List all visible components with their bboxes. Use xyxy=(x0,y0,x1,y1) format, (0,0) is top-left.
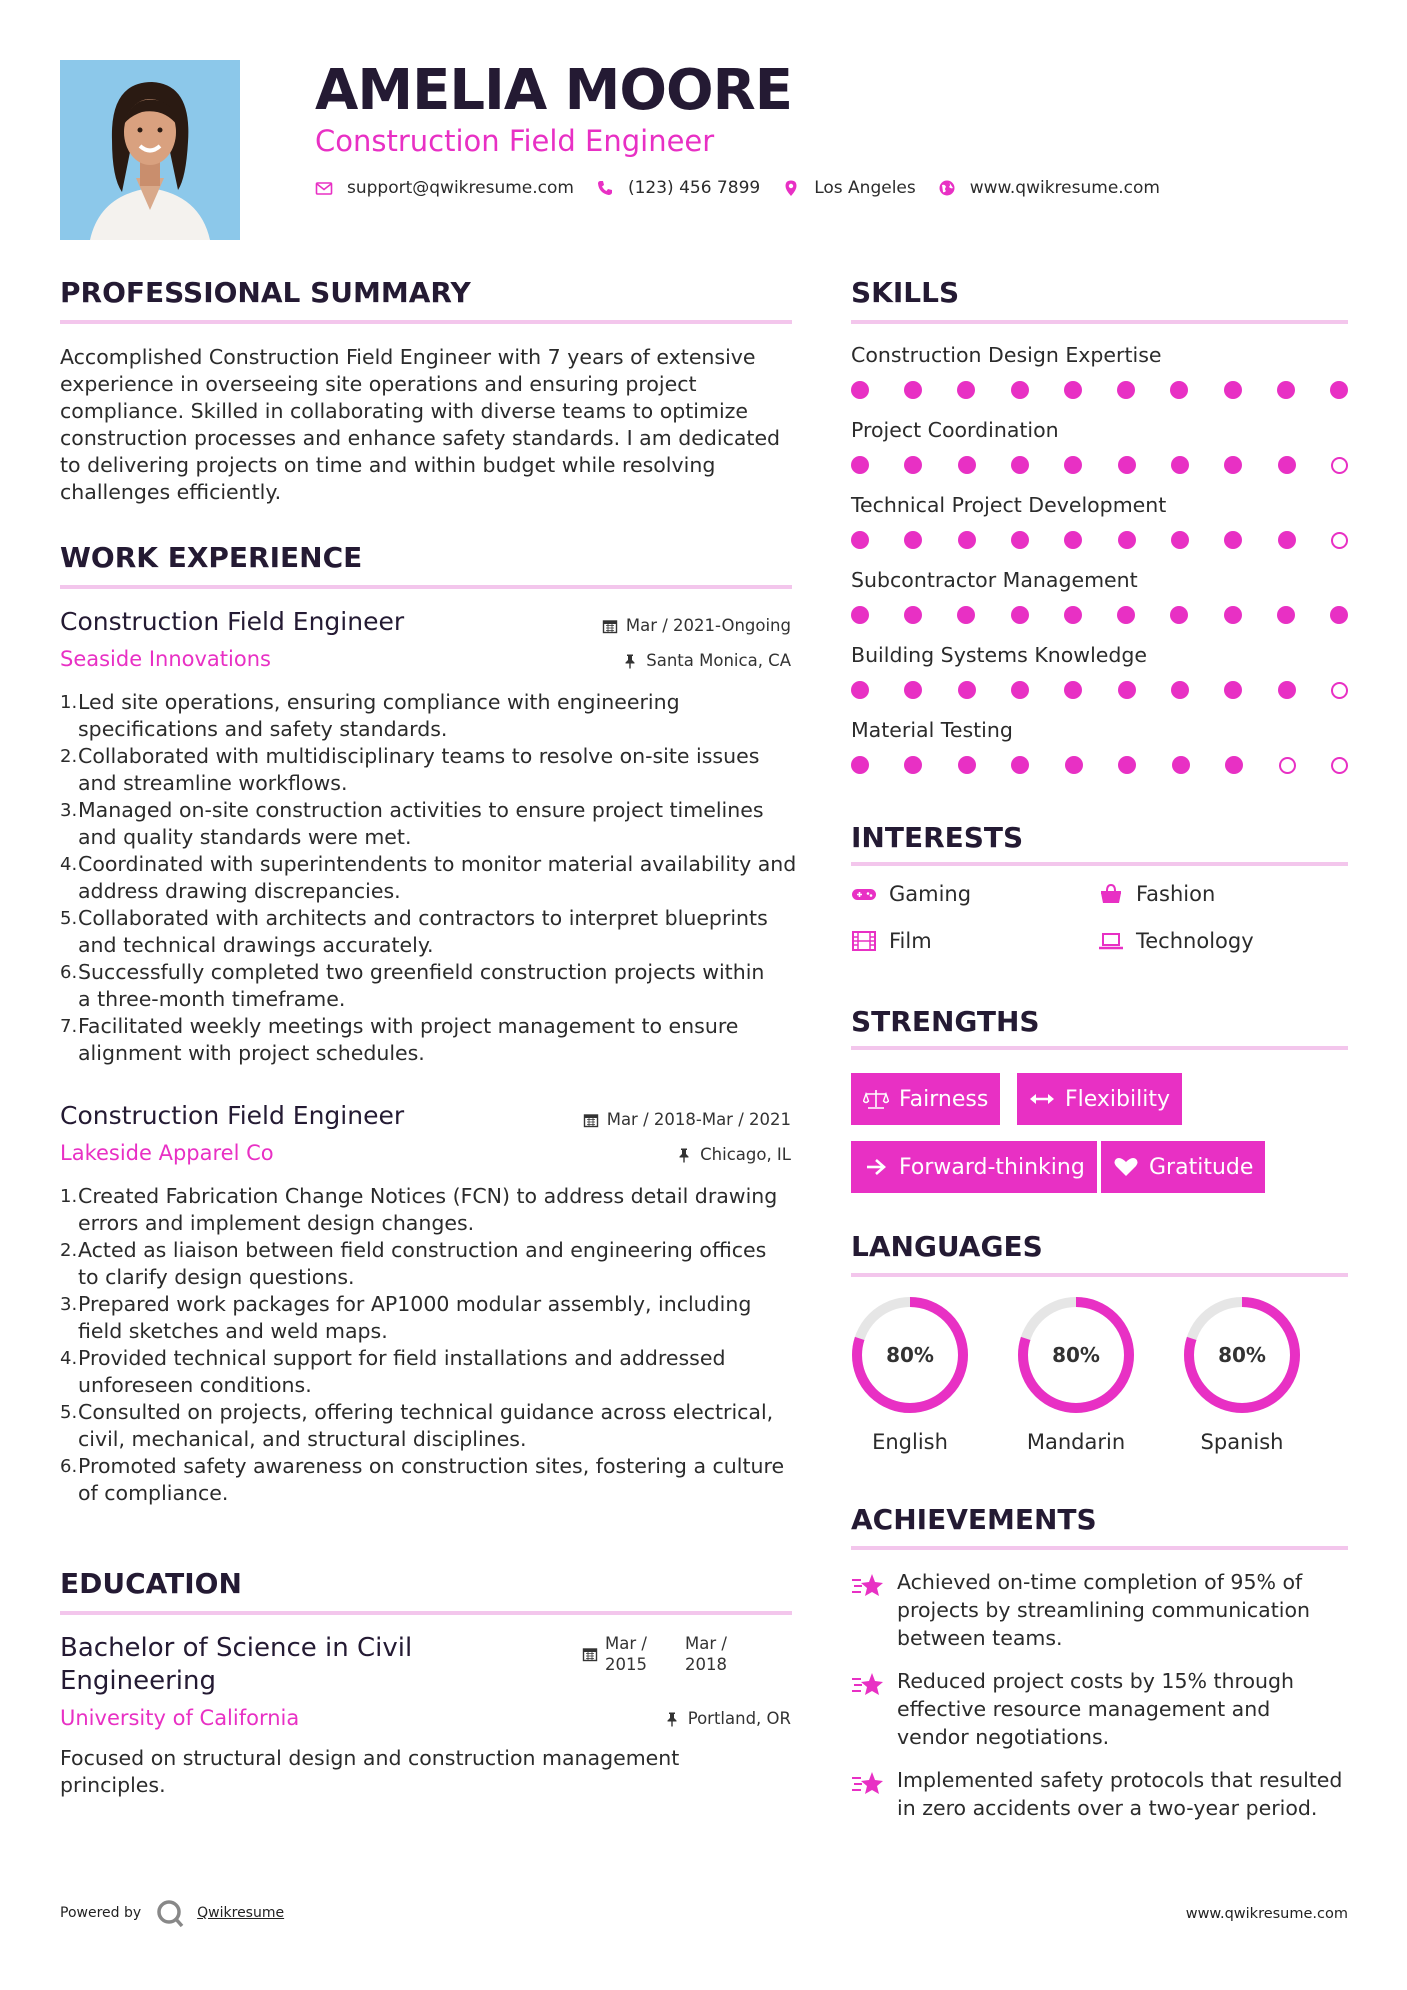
rating-dot-filled xyxy=(851,606,869,624)
candidate-title: Construction Field Engineer xyxy=(315,124,715,158)
language-progress-ring xyxy=(849,1294,971,1416)
interest-item xyxy=(1098,929,1254,953)
rating-dot-filled xyxy=(1065,756,1083,774)
list-line: Prepared work packages for AP1000 modular assembly, including xyxy=(78,1292,752,1316)
strengths-heading: STRENGTHS xyxy=(851,1005,1040,1038)
rating-dot-filled xyxy=(1118,531,1136,549)
education-location xyxy=(664,1709,791,1728)
experience-divider xyxy=(60,585,792,589)
job-location-text: Chicago, IL xyxy=(700,1145,791,1164)
list-line: to clarify design questions. xyxy=(78,1265,355,1289)
language-percent: 80% xyxy=(1052,1343,1100,1367)
list-item xyxy=(60,743,800,797)
language-name: English xyxy=(872,1430,948,1454)
list-line: errors and implement design changes. xyxy=(78,1211,475,1235)
rating-dot-empty xyxy=(1331,757,1348,774)
skill-rating xyxy=(851,605,1348,625)
job-bullet-list xyxy=(60,689,800,1067)
skill-name: Material Testing xyxy=(851,718,1013,742)
envelope-icon xyxy=(315,179,333,197)
calendar-icon xyxy=(582,1646,598,1662)
rating-dot-filled xyxy=(1278,681,1296,699)
arrows-horizontal-icon xyxy=(1029,1088,1055,1110)
description-line: principles. xyxy=(60,1773,166,1797)
contact-phone[interactable] xyxy=(596,178,760,198)
rating-dot-filled xyxy=(1278,456,1296,474)
rating-dot-filled xyxy=(1170,606,1188,624)
skill-name: Technical Project Development xyxy=(851,493,1167,517)
rating-dot-filled xyxy=(957,606,975,624)
shooting-star-icon xyxy=(851,1669,885,1699)
interest-label: Gaming xyxy=(889,882,972,906)
strength-label: Flexibility xyxy=(1065,1086,1170,1112)
skill-rating xyxy=(851,455,1348,475)
list-item xyxy=(60,959,800,1013)
rating-dot-filled xyxy=(958,531,976,549)
summary-heading: PROFESSIONAL SUMMARY xyxy=(60,276,471,309)
footer-credit xyxy=(60,1898,284,1928)
pushpin-icon xyxy=(676,1147,692,1163)
rating-dot-filled xyxy=(1171,531,1189,549)
list-line: Coordinated with superintendents to monitor material availability and xyxy=(78,852,797,876)
experience-heading: WORK EXPERIENCE xyxy=(60,541,363,574)
email-text: support@qwikresume.com xyxy=(347,178,574,198)
skill-name: Construction Design Expertise xyxy=(851,343,1162,367)
rating-dot-filled xyxy=(904,681,922,699)
strength-label: Forward-thinking xyxy=(899,1154,1085,1180)
skill-rating xyxy=(851,380,1348,400)
list-item xyxy=(60,689,800,743)
shopping-bag-icon xyxy=(1098,883,1124,905)
rating-dot-filled xyxy=(904,531,922,549)
list-item xyxy=(60,905,800,959)
rating-dot-filled xyxy=(851,756,869,774)
rating-dot-filled xyxy=(1064,681,1082,699)
degree-title xyxy=(60,1632,460,1698)
language-progress-ring xyxy=(1181,1294,1303,1416)
rating-dot-filled xyxy=(1118,456,1136,474)
rating-dot-filled xyxy=(957,381,975,399)
achievement-text xyxy=(897,1568,1347,1652)
list-line: of compliance. xyxy=(78,1481,229,1505)
list-number: 6. xyxy=(60,1456,78,1477)
list-line: field sketches and weld maps. xyxy=(78,1319,388,1343)
strength-label: Fairness xyxy=(899,1086,989,1112)
list-line: address drawing discrepancies. xyxy=(78,879,401,903)
list-number: 6. xyxy=(60,962,78,983)
list-number: 4. xyxy=(60,1348,78,1369)
shooting-star-icon xyxy=(851,1768,885,1798)
rating-dot-filled xyxy=(1224,456,1242,474)
list-line: alignment with project schedules. xyxy=(78,1041,425,1065)
contact-location xyxy=(782,178,916,198)
rating-dot-filled xyxy=(1117,606,1135,624)
footer-website[interactable]: www.qwikresume.com xyxy=(1185,1906,1348,1922)
rating-dot-filled xyxy=(1118,756,1136,774)
rating-dot-filled xyxy=(904,756,922,774)
school-name: University of California xyxy=(60,1706,300,1730)
skill-rating xyxy=(851,530,1348,550)
summary-line: compliance. Skilled in collaborating with diverse teams to optimize xyxy=(60,399,749,423)
education-description xyxy=(60,1745,760,1799)
start-year: 2015 xyxy=(605,1655,647,1674)
list-line: unforeseen conditions. xyxy=(78,1373,312,1397)
list-line: a three-month timeframe. xyxy=(78,987,346,1011)
candidate-name: AMELIA MOORE xyxy=(315,58,792,123)
arrow-right-icon xyxy=(863,1156,889,1178)
pushpin-icon xyxy=(664,1711,680,1727)
list-line: Led site operations, ensuring compliance with engineering xyxy=(78,690,680,714)
list-line: Facilitated weekly meetings with project management to ensure xyxy=(78,1014,739,1038)
list-line: and technical drawings accurately. xyxy=(78,933,434,957)
description-line: Focused on structural design and construction management xyxy=(60,1746,680,1770)
rating-dot-filled xyxy=(958,456,976,474)
qwikresume-logo-icon xyxy=(155,1898,185,1928)
achievement-item xyxy=(851,1667,1347,1751)
job-dates-text: Mar / 2018-Mar / 2021 xyxy=(606,1110,791,1129)
rating-dot-filled xyxy=(1330,381,1348,399)
rating-dot-filled xyxy=(958,756,976,774)
rating-dot-filled xyxy=(1224,606,1242,624)
rating-dot-filled xyxy=(1277,381,1295,399)
strength-chip xyxy=(851,1141,1097,1193)
job-dates-text: Mar / 2021-Ongoing xyxy=(625,616,791,635)
brand-link[interactable]: Qwikresume xyxy=(197,1905,285,1921)
calendar-icon xyxy=(583,1112,599,1128)
achievement-text xyxy=(897,1766,1347,1822)
job-location-text: Santa Monica, CA xyxy=(646,651,791,670)
rating-dot-filled xyxy=(1330,606,1348,624)
rating-dot-empty xyxy=(1331,682,1348,699)
education-location-text: Portland, OR xyxy=(687,1709,791,1728)
portrait-illustration xyxy=(60,60,240,240)
rating-dot-filled xyxy=(904,381,922,399)
shooting-star-icon xyxy=(851,1570,885,1600)
rating-dot-filled xyxy=(1011,681,1029,699)
company-name: Seaside Innovations xyxy=(60,647,271,671)
skills-divider xyxy=(851,320,1348,324)
achievement-line: in zero accidents over a two-year period. xyxy=(897,1796,1318,1820)
strength-label: Gratitude xyxy=(1149,1154,1254,1180)
rating-dot-filled xyxy=(904,456,922,474)
laptop-icon xyxy=(1098,930,1124,952)
interests-heading: INTERESTS xyxy=(851,821,1024,854)
rating-dot-filled xyxy=(1117,381,1135,399)
rating-dot-filled xyxy=(1064,531,1082,549)
list-item xyxy=(60,1345,800,1399)
rating-dot-filled xyxy=(1172,756,1190,774)
job-bullet-list xyxy=(60,1183,800,1507)
list-line: Collaborated with architects and contractors to interpret blueprints xyxy=(78,906,768,930)
list-line: Created Fabrication Change Notices (FCN) to address detail drawing xyxy=(78,1184,778,1208)
list-number: 5. xyxy=(60,1402,78,1423)
list-number: 2. xyxy=(60,1240,78,1261)
strength-chip xyxy=(851,1073,1000,1125)
powered-by-label: Powered by xyxy=(60,1905,142,1921)
language-progress-ring xyxy=(1015,1294,1137,1416)
rating-dot-filled xyxy=(1224,531,1242,549)
list-number: 1. xyxy=(60,1186,78,1207)
globe-icon xyxy=(938,179,956,197)
rating-dot-filled xyxy=(904,606,922,624)
list-number: 4. xyxy=(60,854,78,875)
company-name: Lakeside Apparel Co xyxy=(60,1141,274,1165)
job-location xyxy=(676,1145,791,1164)
rating-dot-filled xyxy=(1225,756,1243,774)
rating-dot-filled xyxy=(1011,456,1029,474)
list-line: and quality standards were met. xyxy=(78,825,412,849)
list-item xyxy=(60,1453,800,1507)
list-line: Acted as liaison between field construction and engineering offices xyxy=(78,1238,767,1262)
achievement-line: between teams. xyxy=(897,1626,1063,1650)
languages-divider xyxy=(851,1273,1348,1277)
list-item xyxy=(60,1399,800,1453)
summary-text xyxy=(60,344,795,506)
education-heading: EDUCATION xyxy=(60,1567,242,1600)
education-start xyxy=(605,1633,685,1675)
heart-icon xyxy=(1113,1156,1139,1178)
interest-item xyxy=(851,882,971,906)
skill-name: Subcontractor Management xyxy=(851,568,1138,592)
list-number: 7. xyxy=(60,1016,78,1037)
job-title: Construction Field Engineer xyxy=(60,607,405,636)
rating-dot-filled xyxy=(1171,681,1189,699)
website-text: www.qwikresume.com xyxy=(969,178,1160,198)
job-location xyxy=(622,651,791,670)
summary-line: challenges efficiently. xyxy=(60,480,282,504)
rating-dot-filled xyxy=(1224,681,1242,699)
degree-line: Engineering xyxy=(60,1666,216,1696)
end-month: Mar / xyxy=(685,1634,727,1653)
list-item xyxy=(60,1183,800,1237)
rating-dot-filled xyxy=(1171,456,1189,474)
rating-dot-filled xyxy=(1064,456,1082,474)
rating-dot-filled xyxy=(1011,531,1029,549)
job-title: Construction Field Engineer xyxy=(60,1101,405,1130)
rating-dot-empty xyxy=(1331,457,1348,474)
skill-rating xyxy=(851,680,1348,700)
achievement-item xyxy=(851,1766,1347,1822)
skill-name: Project Coordination xyxy=(851,418,1059,442)
rating-dot-empty xyxy=(1279,757,1296,774)
summary-line: experience in overseeing site operations and ensuring project xyxy=(60,372,697,396)
language-name: Spanish xyxy=(1200,1430,1284,1454)
education-end xyxy=(685,1633,727,1675)
profile-photo xyxy=(60,60,240,240)
list-line: Managed on-site construction activities to ensure project timelines xyxy=(78,798,764,822)
skills-heading: SKILLS xyxy=(851,276,960,309)
list-number: 3. xyxy=(60,800,78,821)
rating-dot-filled xyxy=(851,456,869,474)
list-item xyxy=(60,1291,800,1345)
list-item xyxy=(60,1013,800,1067)
list-item xyxy=(60,797,800,851)
list-line: Consulted on projects, offering technical guidance across electrical, xyxy=(78,1400,774,1424)
summary-line: construction processes and enhance safety standards. I am dedicated xyxy=(60,426,781,450)
language-percent: 80% xyxy=(1218,1343,1266,1367)
rating-dot-filled xyxy=(851,531,869,549)
interest-label: Technology xyxy=(1136,929,1254,953)
rating-dot-filled xyxy=(1118,681,1136,699)
interest-item xyxy=(851,929,932,953)
film-icon xyxy=(851,930,877,952)
list-number: 3. xyxy=(60,1294,78,1315)
interests-divider xyxy=(851,862,1348,866)
rating-dot-filled xyxy=(1011,756,1029,774)
list-number: 1. xyxy=(60,692,78,713)
languages-heading: LANGUAGES xyxy=(851,1230,1043,1263)
contact-bar xyxy=(315,178,1182,198)
rating-dot-filled xyxy=(1064,606,1082,624)
list-number: 5. xyxy=(60,908,78,929)
achievement-line: effective resource management and xyxy=(897,1697,1271,1721)
summary-line: to delivering projects on time and within budget while resolving xyxy=(60,453,716,477)
strength-chip xyxy=(1017,1073,1182,1125)
gamepad-icon xyxy=(851,883,877,905)
list-line: Promoted safety awareness on construction sites, fostering a culture xyxy=(78,1454,785,1478)
rating-dot-filled xyxy=(1224,381,1242,399)
strengths-divider xyxy=(851,1046,1348,1050)
achievement-item xyxy=(851,1568,1347,1652)
phone-text: (123) 456 7899 xyxy=(627,178,761,198)
achievement-line: Implemented safety protocols that resulted xyxy=(897,1768,1343,1792)
phone-icon xyxy=(596,179,614,197)
achievement-line: projects by streamlining communication xyxy=(897,1598,1310,1622)
language-name: Mandarin xyxy=(1026,1430,1126,1454)
job-dates xyxy=(602,616,791,635)
list-item xyxy=(60,851,800,905)
rating-dot-filled xyxy=(851,381,869,399)
list-line: civil, mechanical, and structural disciplines. xyxy=(78,1427,527,1451)
strength-chip xyxy=(1101,1141,1265,1193)
job-dates xyxy=(583,1110,791,1129)
list-line: Provided technical support for field installations and addressed xyxy=(78,1346,726,1370)
list-line: Collaborated with multidisciplinary teams to resolve on-site issues xyxy=(78,744,760,768)
rating-dot-filled xyxy=(958,681,976,699)
rating-dot-filled xyxy=(1011,381,1029,399)
contact-website[interactable] xyxy=(938,178,1160,198)
list-item xyxy=(60,1237,800,1291)
map-pin-icon xyxy=(782,179,800,197)
education-dates xyxy=(582,1633,727,1675)
rating-dot-empty xyxy=(1331,532,1348,549)
skill-name: Building Systems Knowledge xyxy=(851,643,1148,667)
achievements-divider xyxy=(851,1546,1348,1550)
location-text: Los Angeles xyxy=(814,178,916,198)
interest-item xyxy=(1098,882,1215,906)
summary-divider xyxy=(60,320,792,324)
pushpin-icon xyxy=(622,653,638,669)
contact-email[interactable] xyxy=(315,178,574,198)
achievement-line: Achieved on-time completion of 95% of xyxy=(897,1570,1303,1594)
list-line: Successfully completed two greenfield construction projects within xyxy=(78,960,765,984)
achievement-text xyxy=(897,1667,1347,1751)
rating-dot-filled xyxy=(851,681,869,699)
interest-label: Fashion xyxy=(1136,882,1216,906)
end-year: 2018 xyxy=(685,1655,727,1674)
summary-line: Accomplished Construction Field Engineer with 7 years of extensive xyxy=(60,345,756,369)
achievement-line: Reduced project costs by 15% through xyxy=(897,1669,1295,1693)
language-percent: 80% xyxy=(886,1343,934,1367)
rating-dot-filled xyxy=(1064,381,1082,399)
list-line: and streamline workflows. xyxy=(78,771,348,795)
rating-dot-filled xyxy=(1011,606,1029,624)
degree-line: Bachelor of Science in Civil xyxy=(60,1633,413,1663)
education-divider xyxy=(60,1611,792,1615)
scale-icon xyxy=(863,1088,889,1110)
interest-label: Film xyxy=(889,929,932,953)
achievements-heading: ACHIEVEMENTS xyxy=(851,1503,1097,1536)
achievement-line: vendor negotiations. xyxy=(897,1725,1110,1749)
calendar-icon xyxy=(602,618,618,634)
rating-dot-filled xyxy=(1277,606,1295,624)
skill-rating xyxy=(851,755,1348,775)
list-number: 2. xyxy=(60,746,78,767)
rating-dot-filled xyxy=(1170,381,1188,399)
list-line: specifications and safety standards. xyxy=(78,717,448,741)
start-month: Mar / xyxy=(605,1634,647,1653)
rating-dot-filled xyxy=(1278,531,1296,549)
